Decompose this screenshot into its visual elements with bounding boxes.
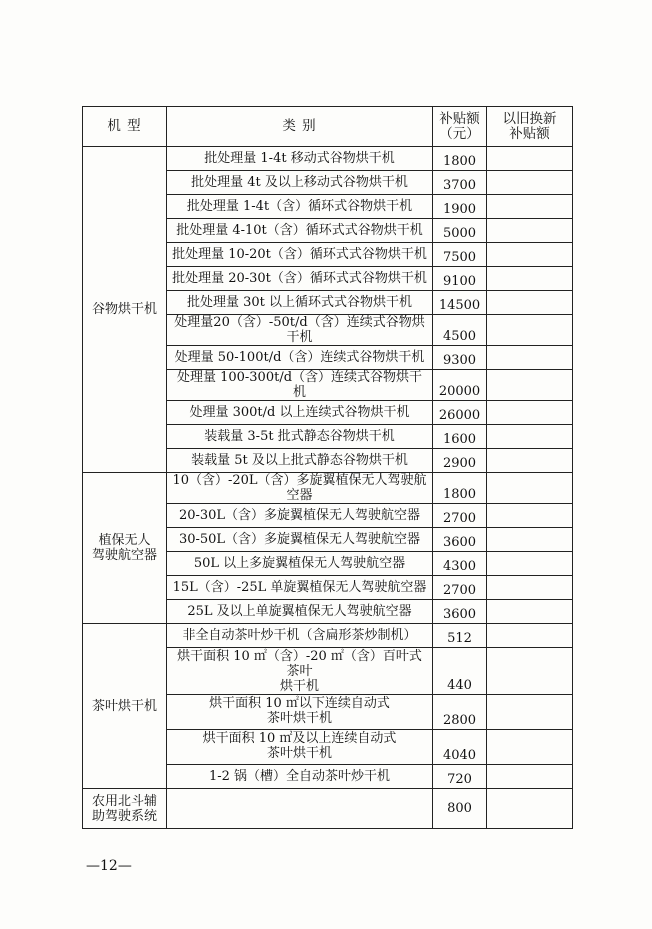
amount-cell: 2900 bbox=[433, 449, 487, 473]
tradein-cell bbox=[487, 552, 573, 576]
type-cell: 批处理量 10-20t（含）循环式式谷物烘干机 bbox=[167, 243, 433, 267]
type-cell bbox=[167, 789, 433, 829]
amount-cell: 512 bbox=[433, 624, 487, 648]
tradein-cell bbox=[487, 370, 573, 401]
tradein-cell bbox=[487, 267, 573, 291]
amount-cell: 4300 bbox=[433, 552, 487, 576]
type-cell: 处理量 300t/d 以上连续式谷物烘干机 bbox=[167, 401, 433, 425]
tradein-cell bbox=[487, 219, 573, 243]
group-name-beidou-system: 农用北斗辅 助驾驶系统 bbox=[83, 789, 167, 829]
header-tradein: 以旧换新 补贴额 bbox=[487, 107, 573, 147]
tradein-cell bbox=[487, 243, 573, 267]
type-cell: 批处理量 4t 及以上移动式谷物烘干机 bbox=[167, 171, 433, 195]
type-cell: 处理量 100-300t/d（含）连续式谷物烘干机 bbox=[167, 370, 433, 401]
type-cell: 批处理量 20-30t（含）循环式式谷物烘干机 bbox=[167, 267, 433, 291]
amount-cell: 2800 bbox=[433, 695, 487, 730]
table-row bbox=[83, 473, 573, 504]
amount-cell: 720 bbox=[433, 765, 487, 789]
amount-cell: 4500 bbox=[433, 315, 487, 346]
type-cell: 烘干面积 10 ㎡以下连续自动式 茶叶烘干机 bbox=[167, 695, 433, 730]
group-name-tea-dryer: 茶叶烘干机 bbox=[83, 624, 167, 789]
tradein-cell bbox=[487, 473, 573, 504]
tradein-cell bbox=[487, 600, 573, 624]
header-row bbox=[83, 107, 573, 147]
subsidy-table bbox=[82, 106, 573, 829]
amount-cell: 800 bbox=[433, 789, 487, 829]
amount-cell: 1600 bbox=[433, 425, 487, 449]
type-cell: 非全自动茶叶炒干机（含扁形茶炒制机） bbox=[167, 624, 433, 648]
tradein-cell bbox=[487, 195, 573, 219]
tradein-cell bbox=[487, 401, 573, 425]
amount-cell: 5000 bbox=[433, 219, 487, 243]
type-cell: 处理量 50-100t/d（含）连续式谷物烘干机 bbox=[167, 346, 433, 370]
type-cell: 烘干面积 10 ㎡（含）-20 ㎡（含）百叶式茶叶 烘干机 bbox=[167, 648, 433, 695]
type-cell: 批处理量 30t 以上循环式式谷物烘干机 bbox=[167, 291, 433, 315]
amount-cell: 9100 bbox=[433, 267, 487, 291]
type-cell: 批处理量 4-10t（含）循环式式谷物烘干机 bbox=[167, 219, 433, 243]
amount-cell: 7500 bbox=[433, 243, 487, 267]
tradein-cell bbox=[487, 504, 573, 528]
tradein-cell bbox=[487, 171, 573, 195]
tradein-cell bbox=[487, 449, 573, 473]
type-cell: 烘干面积 10 ㎡及以上连续自动式 茶叶烘干机 bbox=[167, 730, 433, 765]
type-cell: 装载量 5t 及以上批式静态谷物烘干机 bbox=[167, 449, 433, 473]
type-cell: 批处理量 1-4t（含）循环式谷物烘干机 bbox=[167, 195, 433, 219]
amount-cell: 2700 bbox=[433, 576, 487, 600]
tradein-cell bbox=[487, 789, 573, 829]
amount-cell: 1900 bbox=[433, 195, 487, 219]
type-cell: 30-50L（含）多旋翼植保无人驾驶航空器 bbox=[167, 528, 433, 552]
type-cell: 15L（含）-25L 单旋翼植保无人驾驶航空器 bbox=[167, 576, 433, 600]
amount-cell: 20000 bbox=[433, 370, 487, 401]
tradein-cell bbox=[487, 147, 573, 171]
tradein-cell bbox=[487, 695, 573, 730]
type-cell: 处理量20（含）-50t/d（含）连续式谷物烘干机 bbox=[167, 315, 433, 346]
type-cell: 批处理量 1-4t 移动式谷物烘干机 bbox=[167, 147, 433, 171]
type-cell: 20-30L（含）多旋翼植保无人驾驶航空器 bbox=[167, 504, 433, 528]
table-row bbox=[83, 147, 573, 171]
tradein-cell bbox=[487, 346, 573, 370]
amount-cell: 440 bbox=[433, 648, 487, 695]
group-name-grain-dryer: 谷物烘干机 bbox=[83, 147, 167, 473]
type-cell: 50L 以上多旋翼植保无人驾驶航空器 bbox=[167, 552, 433, 576]
tradein-cell bbox=[487, 576, 573, 600]
tradein-cell bbox=[487, 765, 573, 789]
tradein-cell bbox=[487, 291, 573, 315]
amount-cell: 26000 bbox=[433, 401, 487, 425]
tradein-cell bbox=[487, 315, 573, 346]
page-number: —12— bbox=[86, 858, 132, 874]
tradein-cell bbox=[487, 624, 573, 648]
amount-cell: 1800 bbox=[433, 147, 487, 171]
header-category: 类 别 bbox=[167, 107, 433, 147]
amount-cell: 3700 bbox=[433, 171, 487, 195]
amount-cell: 2700 bbox=[433, 504, 487, 528]
tradein-cell bbox=[487, 425, 573, 449]
group-name-plant-protection-drone: 植保无人 驾驶航空器 bbox=[83, 473, 167, 624]
table-row bbox=[83, 624, 573, 648]
amount-cell: 3600 bbox=[433, 600, 487, 624]
type-cell: 25L 及以上单旋翼植保无人驾驶航空器 bbox=[167, 600, 433, 624]
tradein-cell bbox=[487, 730, 573, 765]
amount-cell: 9300 bbox=[433, 346, 487, 370]
type-cell: 装载量 3-5t 批式静态谷物烘干机 bbox=[167, 425, 433, 449]
table-row bbox=[83, 789, 573, 829]
tradein-cell bbox=[487, 528, 573, 552]
amount-cell: 3600 bbox=[433, 528, 487, 552]
header-model: 机 型 bbox=[83, 107, 167, 147]
amount-cell: 14500 bbox=[433, 291, 487, 315]
header-subsidy: 补贴额 （元） bbox=[433, 107, 487, 147]
amount-cell: 1800 bbox=[433, 473, 487, 504]
tradein-cell bbox=[487, 648, 573, 695]
type-cell: 10（含）-20L（含）多旋翼植保无人驾驶航空器 bbox=[167, 473, 433, 504]
amount-cell: 4040 bbox=[433, 730, 487, 765]
type-cell: 1-2 锅（槽）全自动茶叶炒干机 bbox=[167, 765, 433, 789]
